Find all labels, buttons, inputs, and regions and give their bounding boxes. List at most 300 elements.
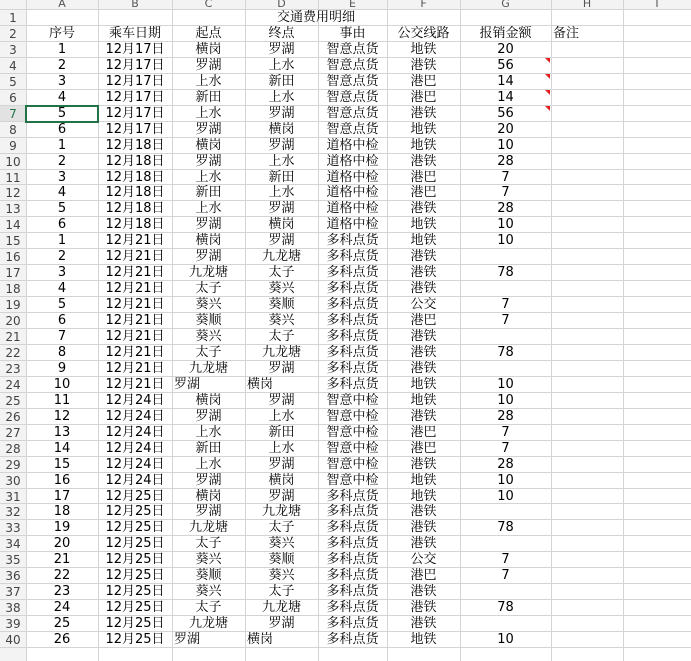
row-header-28[interactable]: 28 [0, 441, 26, 457]
data-cell[interactable]: 12月25日 [105, 568, 165, 584]
data-cell[interactable] [551, 329, 623, 345]
data-cell[interactable]: 10 [497, 472, 514, 488]
data-cell[interactable]: 港铁 [410, 329, 437, 344]
data-cell[interactable]: 4 [57, 281, 67, 297]
data-cell[interactable]: 地铁 [410, 137, 437, 153]
data-cell[interactable]: 地铁 [410, 376, 437, 392]
data-cell[interactable]: 葵兴 [195, 297, 222, 313]
data-cell[interactable] [551, 233, 623, 249]
row-header-26[interactable]: 26 [0, 409, 26, 425]
data-cell[interactable]: 24 [53, 600, 71, 616]
data-cell[interactable]: 多科点货 [326, 552, 379, 568]
data-cell[interactable]: 九龙塘 [188, 265, 228, 281]
data-cell[interactable]: 28 [497, 456, 514, 472]
data-cell[interactable]: 九龙塘 [188, 616, 228, 632]
data-cell[interactable]: 多科点货 [326, 329, 379, 344]
data-cell[interactable]: 港巴 [410, 313, 437, 329]
data-cell[interactable]: 太子 [195, 600, 222, 616]
row-header-38[interactable]: 38 [0, 600, 26, 616]
data-cell[interactable] [551, 74, 623, 90]
data-cell[interactable]: 14 [497, 73, 514, 89]
data-cell[interactable]: 多科点货 [326, 281, 379, 297]
comment-indicator-icon[interactable] [545, 90, 550, 95]
data-cell[interactable]: 6 [57, 313, 67, 329]
data-cell[interactable]: 7 [501, 552, 510, 568]
data-cell[interactable] [551, 600, 623, 616]
data-cell[interactable] [551, 377, 623, 393]
data-cell[interactable]: 罗湖 [195, 472, 222, 488]
row-header-7[interactable]: 7 [0, 106, 26, 122]
data-cell[interactable]: 葵顺 [195, 568, 222, 584]
data-cell[interactable]: 1 [57, 233, 67, 249]
column-header-c[interactable]: C [172, 0, 245, 9]
row-header-21[interactable]: 21 [0, 329, 26, 345]
data-cell[interactable]: 新田 [195, 89, 222, 105]
data-cell[interactable]: 罗湖 [195, 57, 222, 73]
row-header-32[interactable]: 32 [0, 504, 26, 520]
data-cell[interactable]: 5 [57, 105, 67, 121]
data-cell[interactable] [551, 393, 623, 409]
data-cell[interactable]: 14 [497, 89, 514, 105]
data-cell[interactable]: 罗湖 [268, 233, 295, 249]
data-cell[interactable]: 78 [497, 344, 514, 360]
data-cell[interactable]: 20 [497, 41, 514, 57]
data-cell[interactable]: 多科点货 [326, 297, 379, 313]
data-cell[interactable]: 港巴 [410, 440, 437, 456]
row-header-22[interactable]: 22 [0, 345, 26, 361]
data-cell[interactable]: 17 [53, 488, 71, 504]
data-cell[interactable]: 太子 [268, 584, 295, 600]
row-header-12[interactable]: 12 [0, 185, 26, 201]
data-cell[interactable]: 公交 [410, 297, 437, 313]
data-cell[interactable]: 7 [501, 424, 510, 440]
data-cell[interactable] [551, 185, 623, 201]
data-cell[interactable]: 横岗 [247, 632, 274, 648]
data-cell[interactable]: 罗湖 [268, 137, 295, 153]
data-cell[interactable]: 港铁 [410, 520, 437, 536]
data-cell[interactable]: 太子 [268, 265, 295, 281]
data-cell[interactable]: 3 [57, 73, 67, 89]
data-cell[interactable]: 多科点货 [326, 568, 379, 584]
data-cell[interactable]: 11 [53, 392, 71, 408]
data-cell[interactable]: 罗湖 [268, 105, 295, 121]
row-header-9[interactable]: 9 [0, 138, 26, 154]
row-header-30[interactable]: 30 [0, 473, 26, 489]
data-cell[interactable]: 12月25日 [105, 552, 165, 568]
data-cell[interactable]: 港巴 [410, 169, 437, 185]
data-cell[interactable]: 多科点货 [326, 233, 379, 249]
header-7[interactable]: 报销金额 [479, 25, 532, 41]
data-cell[interactable]: 港巴 [410, 424, 437, 440]
data-cell[interactable]: 港铁 [410, 584, 437, 600]
data-cell[interactable]: 56 [497, 105, 514, 121]
data-cell[interactable]: 56 [497, 57, 514, 73]
data-cell[interactable]: 22 [53, 568, 71, 584]
data-cell[interactable]: 5 [57, 297, 67, 313]
header-1[interactable]: 序号 [48, 25, 75, 41]
data-cell[interactable]: 地铁 [410, 217, 437, 233]
data-cell[interactable]: 智意点货 [326, 57, 379, 73]
data-cell[interactable]: 12月18日 [105, 169, 165, 185]
data-cell[interactable] [551, 441, 623, 457]
data-cell[interactable]: 12月18日 [105, 153, 165, 169]
column-header-f[interactable]: F [387, 0, 460, 9]
data-cell[interactable]: 太子 [195, 344, 222, 360]
data-cell[interactable]: 智意点货 [326, 41, 379, 57]
data-cell[interactable]: 智意中检 [326, 408, 379, 424]
column-header-a[interactable]: A [26, 0, 98, 9]
data-cell[interactable] [551, 457, 623, 473]
data-cell[interactable]: 12月17日 [105, 89, 165, 105]
data-cell[interactable]: 78 [497, 520, 514, 536]
data-cell[interactable]: 横岗 [268, 217, 295, 233]
data-cell[interactable] [551, 552, 623, 568]
data-cell[interactable]: 多科点货 [326, 536, 379, 552]
data-cell[interactable]: 葵兴 [268, 313, 295, 329]
data-cell[interactable]: 智意中检 [326, 456, 379, 472]
data-cell[interactable]: 港铁 [410, 201, 437, 217]
data-cell[interactable]: 智意点货 [326, 121, 379, 137]
data-cell[interactable]: 新田 [195, 440, 222, 456]
data-cell[interactable]: 12月25日 [105, 536, 165, 552]
data-cell[interactable]: 多科点货 [326, 265, 379, 281]
data-cell[interactable]: 12月17日 [105, 121, 165, 137]
data-cell[interactable]: 12月21日 [105, 360, 165, 376]
data-cell[interactable]: 上水 [195, 456, 222, 472]
data-cell[interactable]: 罗湖 [195, 504, 222, 520]
data-cell[interactable]: 葵兴 [195, 329, 222, 344]
data-cell[interactable]: 港铁 [410, 105, 437, 121]
data-cell[interactable]: 23 [53, 584, 71, 600]
data-cell[interactable]: 罗湖 [268, 456, 295, 472]
data-cell[interactable]: 上水 [195, 424, 222, 440]
row-header-11[interactable]: 11 [0, 170, 26, 186]
data-cell[interactable]: 葵顺 [268, 297, 295, 313]
row-header-6[interactable]: 6 [0, 90, 26, 106]
data-cell[interactable]: 上水 [195, 169, 222, 185]
data-cell[interactable]: 地铁 [410, 632, 437, 648]
row-header-3[interactable]: 3 [0, 42, 26, 58]
data-cell[interactable]: 12月18日 [105, 201, 165, 217]
data-cell[interactable]: 罗湖 [195, 408, 222, 424]
data-cell[interactable] [551, 297, 623, 313]
data-cell[interactable]: 10 [497, 217, 514, 233]
data-cell[interactable] [460, 536, 551, 552]
data-cell[interactable]: 28 [497, 153, 514, 169]
data-cell[interactable]: 12 [53, 408, 71, 424]
data-cell[interactable]: 智意中检 [326, 472, 379, 488]
data-cell[interactable]: 7 [501, 297, 510, 313]
data-cell[interactable]: 横岗 [268, 121, 295, 137]
data-cell[interactable] [460, 329, 551, 345]
data-cell[interactable]: 12月24日 [105, 392, 165, 408]
data-cell[interactable]: 罗湖 [195, 121, 222, 137]
data-cell[interactable] [551, 281, 623, 297]
data-cell[interactable]: 多科点货 [326, 584, 379, 600]
data-cell[interactable]: 地铁 [410, 392, 437, 408]
data-cell[interactable]: 地铁 [410, 488, 437, 504]
data-cell[interactable] [551, 217, 623, 233]
data-cell[interactable]: 12月24日 [105, 424, 165, 440]
row-header-14[interactable]: 14 [0, 217, 26, 233]
data-cell[interactable]: 16 [53, 472, 71, 488]
data-cell[interactable] [551, 154, 623, 170]
data-cell[interactable]: 新田 [268, 424, 295, 440]
data-cell[interactable]: 罗湖 [268, 201, 295, 217]
data-cell[interactable]: 12月21日 [105, 281, 165, 297]
data-cell[interactable]: 10 [497, 632, 514, 648]
data-cell[interactable]: 2 [57, 153, 67, 169]
data-cell[interactable]: 10 [53, 376, 71, 392]
data-cell[interactable]: 7 [501, 169, 510, 185]
data-cell[interactable]: 横岗 [195, 392, 222, 408]
data-cell[interactable]: 上水 [195, 105, 222, 121]
data-cell[interactable]: 港巴 [410, 73, 437, 89]
data-cell[interactable] [551, 265, 623, 281]
data-cell[interactable]: 港铁 [410, 536, 437, 552]
data-cell[interactable]: 太子 [268, 329, 295, 344]
data-cell[interactable]: 多科点货 [326, 249, 379, 265]
data-cell[interactable]: 九龙塘 [188, 520, 228, 536]
data-cell[interactable]: 28 [497, 408, 514, 424]
data-cell[interactable]: 12月25日 [105, 520, 165, 536]
data-cell[interactable]: 罗湖 [268, 488, 295, 504]
data-cell[interactable] [551, 58, 623, 74]
data-cell[interactable]: 12月25日 [105, 600, 165, 616]
data-cell[interactable]: 3 [57, 169, 67, 185]
data-cell[interactable]: 7 [501, 185, 510, 201]
row-header-17[interactable]: 17 [0, 265, 26, 281]
row-header-13[interactable]: 13 [0, 201, 26, 217]
header-5[interactable]: 事由 [339, 25, 366, 41]
data-cell[interactable]: 葵顺 [195, 313, 222, 329]
data-cell[interactable]: 21 [53, 552, 71, 568]
data-cell[interactable]: 12月17日 [105, 105, 165, 121]
data-cell[interactable] [551, 425, 623, 441]
data-cell[interactable]: 横岗 [247, 376, 274, 392]
row-header-5[interactable]: 5 [0, 74, 26, 90]
data-cell[interactable] [460, 504, 551, 520]
data-cell[interactable]: 罗湖 [174, 376, 201, 392]
data-cell[interactable]: 横岗 [195, 233, 222, 249]
data-cell[interactable]: 智意点货 [326, 105, 379, 121]
data-cell[interactable]: 港铁 [410, 265, 437, 281]
data-cell[interactable]: 20 [53, 536, 71, 552]
comment-indicator-icon[interactable] [545, 106, 550, 111]
data-cell[interactable]: 九龙塘 [188, 360, 228, 376]
data-cell[interactable]: 多科点货 [326, 313, 379, 329]
row-header-31[interactable]: 31 [0, 489, 26, 505]
data-cell[interactable] [551, 361, 623, 377]
data-cell[interactable]: 28 [497, 201, 514, 217]
column-header-h[interactable]: H [551, 0, 623, 9]
data-cell[interactable]: 道格中检 [326, 201, 379, 217]
data-cell[interactable]: 智意中检 [326, 440, 379, 456]
data-cell[interactable] [551, 90, 623, 106]
data-cell[interactable]: 新田 [195, 185, 222, 201]
data-cell[interactable]: 罗湖 [268, 392, 295, 408]
data-cell[interactable] [551, 568, 623, 584]
data-cell[interactable]: 12月18日 [105, 137, 165, 153]
column-header-e[interactable]: E [318, 0, 387, 9]
data-cell[interactable]: 12月21日 [105, 344, 165, 360]
data-cell[interactable]: 6 [57, 217, 67, 233]
data-cell[interactable] [551, 313, 623, 329]
data-cell[interactable]: 5 [57, 201, 67, 217]
data-cell[interactable]: 港巴 [410, 568, 437, 584]
data-cell[interactable]: 多科点货 [326, 632, 379, 648]
data-cell[interactable]: 78 [497, 265, 514, 281]
data-cell[interactable]: 10 [497, 376, 514, 392]
data-cell[interactable]: 20 [497, 121, 514, 137]
data-cell[interactable] [460, 584, 551, 600]
data-cell[interactable]: 多科点货 [326, 600, 379, 616]
data-cell[interactable]: 罗湖 [174, 632, 201, 648]
data-cell[interactable]: 九龙塘 [261, 504, 301, 520]
header-4[interactable]: 终点 [268, 25, 295, 41]
data-cell[interactable]: 太子 [195, 536, 222, 552]
data-cell[interactable]: 罗湖 [268, 616, 295, 632]
row-header-2[interactable]: 2 [0, 26, 26, 42]
data-cell[interactable]: 港巴 [410, 185, 437, 201]
row-header-1[interactable]: 1 [0, 10, 26, 26]
header-8[interactable]: 备注 [553, 25, 580, 41]
data-cell[interactable] [551, 489, 623, 505]
column-header-g[interactable]: G [460, 0, 551, 9]
data-cell[interactable]: 智意点货 [326, 73, 379, 89]
data-cell[interactable]: 港巴 [410, 89, 437, 105]
data-cell[interactable]: 10 [497, 137, 514, 153]
data-cell[interactable] [551, 122, 623, 138]
row-header-35[interactable]: 35 [0, 552, 26, 568]
row-header-24[interactable]: 24 [0, 377, 26, 393]
data-cell[interactable]: 道格中检 [326, 217, 379, 233]
row-header-39[interactable]: 39 [0, 616, 26, 632]
data-cell[interactable]: 上水 [195, 201, 222, 217]
data-cell[interactable]: 太子 [195, 281, 222, 297]
data-cell[interactable] [551, 345, 623, 361]
data-cell[interactable]: 19 [53, 520, 71, 536]
data-cell[interactable]: 多科点货 [326, 504, 379, 520]
data-cell[interactable]: 10 [497, 392, 514, 408]
data-cell[interactable]: 横岗 [195, 137, 222, 153]
data-cell[interactable]: 地铁 [410, 41, 437, 57]
data-cell[interactable] [551, 520, 623, 536]
data-cell[interactable]: 3 [57, 265, 67, 281]
data-cell[interactable]: 25 [53, 616, 71, 632]
data-cell[interactable] [460, 281, 551, 297]
data-cell[interactable]: 上水 [268, 408, 295, 424]
data-cell[interactable]: 6 [57, 121, 67, 137]
data-cell[interactable]: 葵顺 [268, 552, 295, 568]
data-cell[interactable]: 地铁 [410, 472, 437, 488]
data-cell[interactable] [551, 249, 623, 265]
data-cell[interactable] [551, 201, 623, 217]
data-cell[interactable]: 上水 [268, 185, 295, 201]
data-cell[interactable]: 12月21日 [105, 265, 165, 281]
data-cell[interactable]: 26 [53, 632, 71, 648]
data-cell[interactable]: 港铁 [410, 249, 437, 265]
data-cell[interactable]: 12月17日 [105, 41, 165, 57]
data-cell[interactable]: 多科点货 [326, 520, 379, 536]
row-header-10[interactable]: 10 [0, 154, 26, 170]
data-cell[interactable]: 12月25日 [105, 504, 165, 520]
data-cell[interactable]: 葵兴 [195, 552, 222, 568]
data-cell[interactable]: 10 [497, 233, 514, 249]
data-cell[interactable]: 港铁 [410, 616, 437, 632]
data-cell[interactable] [551, 409, 623, 425]
data-cell[interactable]: 道格中检 [326, 169, 379, 185]
data-cell[interactable]: 12月24日 [105, 440, 165, 456]
data-cell[interactable]: 12月24日 [105, 408, 165, 424]
data-cell[interactable]: 罗湖 [195, 249, 222, 265]
data-cell[interactable]: 13 [53, 424, 71, 440]
data-cell[interactable]: 九龙塘 [261, 344, 301, 360]
data-cell[interactable]: 12月21日 [105, 297, 165, 313]
column-header-d[interactable]: D [245, 0, 318, 9]
row-header-25[interactable]: 25 [0, 393, 26, 409]
data-cell[interactable]: 道格中检 [326, 185, 379, 201]
data-cell[interactable]: 2 [57, 249, 67, 265]
data-cell[interactable]: 九龙塘 [261, 600, 301, 616]
row-header-29[interactable]: 29 [0, 457, 26, 473]
data-cell[interactable]: 4 [57, 185, 67, 201]
data-cell[interactable]: 12月21日 [105, 376, 165, 392]
row-header-40[interactable]: 40 [0, 632, 26, 648]
data-cell[interactable] [551, 632, 623, 648]
data-cell[interactable]: 葵兴 [268, 281, 295, 297]
data-cell[interactable]: 横岗 [195, 41, 222, 57]
data-cell[interactable]: 1 [57, 137, 67, 153]
header-3[interactable]: 起点 [195, 25, 222, 41]
data-cell[interactable]: 18 [53, 504, 71, 520]
data-cell[interactable]: 港铁 [410, 360, 437, 376]
data-cell[interactable]: 1 [57, 41, 67, 57]
row-header-27[interactable]: 27 [0, 425, 26, 441]
data-cell[interactable]: 上水 [268, 89, 295, 105]
data-cell[interactable] [460, 616, 551, 632]
data-cell[interactable]: 15 [53, 456, 71, 472]
data-cell[interactable]: 港铁 [410, 57, 437, 73]
data-cell[interactable] [551, 170, 623, 186]
row-header-33[interactable]: 33 [0, 520, 26, 536]
data-cell[interactable]: 12月24日 [105, 472, 165, 488]
data-cell[interactable]: 智意中检 [326, 424, 379, 440]
data-cell[interactable]: 7 [501, 440, 510, 456]
data-cell[interactable]: 港铁 [410, 344, 437, 360]
data-cell[interactable]: 罗湖 [268, 360, 295, 376]
row-header-8[interactable]: 8 [0, 122, 26, 138]
data-cell[interactable]: 12月21日 [105, 233, 165, 249]
data-cell[interactable]: 12月25日 [105, 616, 165, 632]
data-cell[interactable]: 多科点货 [326, 360, 379, 376]
data-cell[interactable]: 上水 [268, 153, 295, 169]
data-cell[interactable] [551, 42, 623, 58]
data-cell[interactable] [551, 616, 623, 632]
data-cell[interactable] [551, 138, 623, 154]
selected-cell-outline[interactable] [25, 105, 99, 123]
data-cell[interactable]: 多科点货 [326, 376, 379, 392]
row-header-15[interactable]: 15 [0, 233, 26, 249]
data-cell[interactable]: 横岗 [195, 488, 222, 504]
data-cell[interactable] [460, 249, 551, 265]
data-cell[interactable] [460, 361, 551, 377]
data-cell[interactable]: 12月21日 [105, 313, 165, 329]
data-cell[interactable]: 葵兴 [268, 536, 295, 552]
data-cell[interactable]: 多科点货 [326, 616, 379, 632]
data-cell[interactable]: 港铁 [410, 153, 437, 169]
data-cell[interactable]: 12月21日 [105, 249, 165, 265]
